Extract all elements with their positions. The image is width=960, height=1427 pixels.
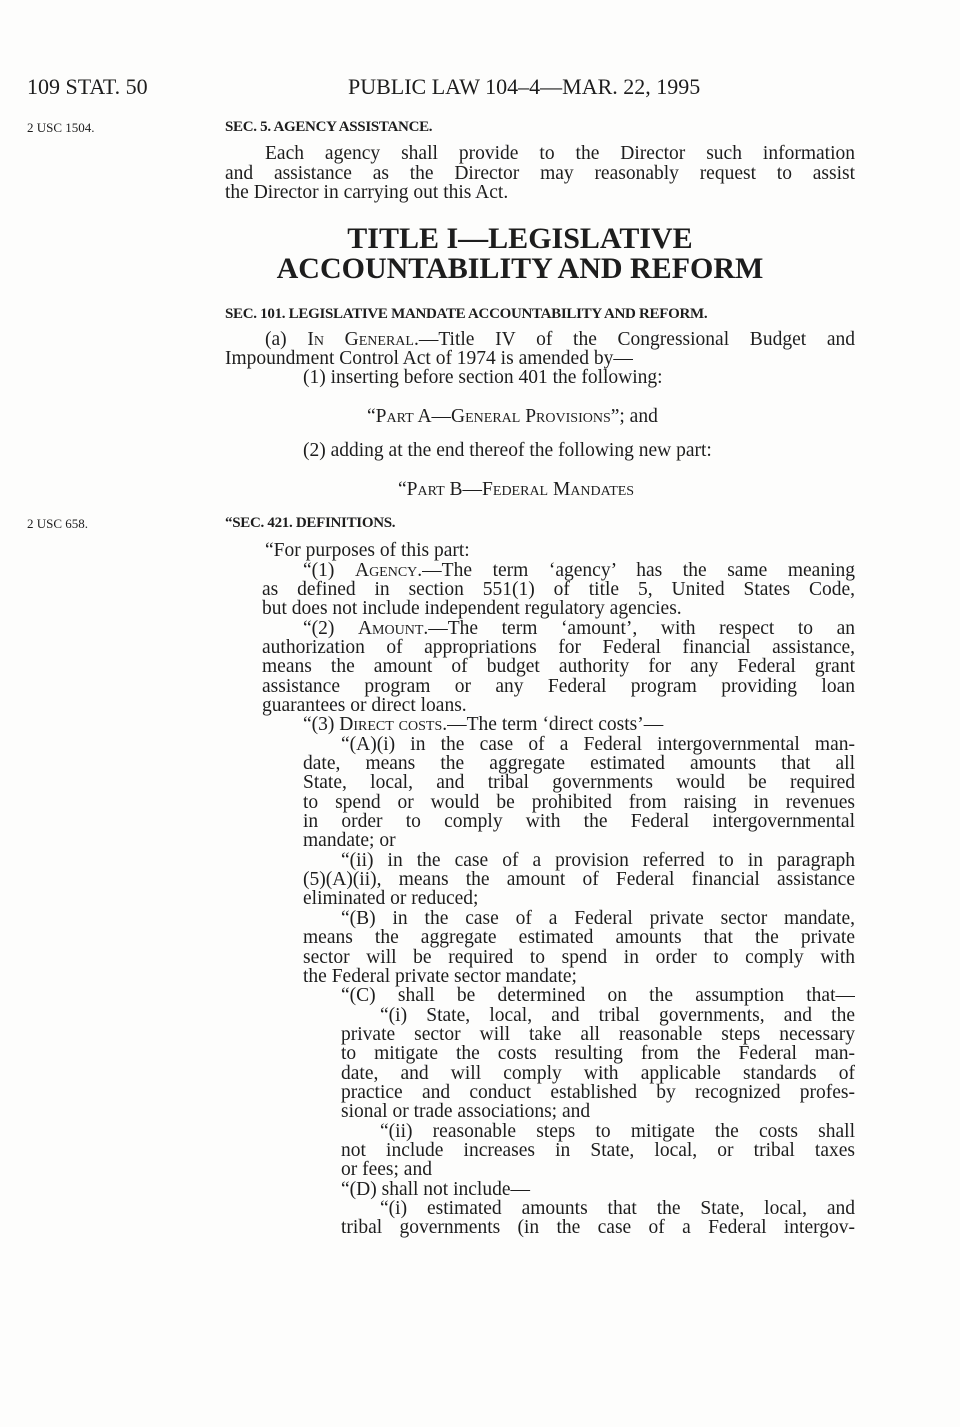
text-segment: private sector will take all reasonable steps necessary [341,1025,855,1045]
text-segment: “(2) [303,619,358,639]
text-segment: (5)(A)(ii), means the amount of Federal financial assistance [303,870,855,890]
text-segment: the Federal private sector mandate; [303,966,577,987]
text-line [303,948,855,968]
text-line [341,1025,855,1045]
text-segment: ”; and [610,406,658,427]
text-line [303,812,855,832]
text-line [262,696,467,716]
text-line [265,541,470,561]
text-line [303,889,478,909]
text-line [341,1083,855,1103]
text-line [341,1218,855,1238]
text-segment: “(ii) reasonable steps to mitigate the costs shall [380,1122,855,1142]
text-line [303,870,855,890]
text-line [341,1044,855,1064]
text-line [303,967,577,987]
text-segment: date, and will comply with applicable standards of [341,1064,855,1084]
small-caps-term: Part B—Federal Mandates [406,479,635,500]
text-line [303,754,855,774]
text-segment: (a) [265,330,308,350]
text-line [262,599,682,619]
text-line [341,735,855,755]
small-caps-term: Part A—General Provisions [375,406,611,427]
text-segment: “ [398,479,407,500]
text-segment: and assistance as the Director may reasonably request to assist [225,164,855,184]
text-segment: not include increases in State, local, or tribal taxes [341,1141,855,1161]
text-segment: in order to comply with the Federal intergovernmental [303,812,855,832]
text-segment: the Director in carrying out this Act. [225,182,509,203]
text-segment: eliminated or reduced; [303,888,479,909]
small-caps-term: Agency [354,561,418,581]
text-segment: sector will be required to spend in order to comply with [303,948,855,968]
title-line-1: TITLE I—LEGISLATIVE [347,222,693,255]
small-caps-term: Amount [357,619,424,639]
text-segment: “(C) shall be determined on the assumption that— [341,986,855,1006]
text-line [341,909,855,929]
section-421-heading: “SEC. 421. DEFINITIONS. [225,515,396,531]
text-segment: .—The term ‘amount’, with respect to an [423,619,855,639]
text-line [262,580,855,600]
text-segment: .—The term ‘agency’ has the same meaning [417,561,855,581]
text-line [265,144,855,164]
text-line [225,183,508,203]
text-line [341,1180,530,1200]
text-segment: “(i) State, local, and tribal governments, and the [380,1006,855,1026]
text-segment: “(1) [303,561,355,581]
text-segment: “(A)(i) in the case of a Federal intergovernmental man- [341,735,855,755]
small-caps-term: Direct costs [339,714,443,735]
text-line [341,986,855,1006]
text-segment: authorization of appropriations for Federal financial assistance, [262,638,855,658]
text-segment: “(D) shall not include— [341,1179,530,1200]
text-line [303,793,855,813]
text-segment: means the amount of budget authority for any Federal grant [262,657,855,677]
text-segment: .—Title IV of the Congressional Budget and [413,330,855,350]
margin-note-usc-1504: 2 USC 1504. [27,120,95,135]
text-line [380,1122,855,1142]
text-segment: State, local, and tribal governments would be required [303,773,855,793]
text-line [341,1102,590,1122]
text-segment: “ [367,406,376,427]
text-line [303,928,855,948]
text-segment: means the aggregate estimated amounts that the private [303,928,855,948]
text-line [303,368,663,388]
text-segment: to mitigate the costs resulting from the Federal man- [341,1044,855,1064]
text-segment: “(B) in the case of a Federal private sector mandate, [341,909,855,929]
text-segment: assistance program or any Federal program providing loan [262,677,855,697]
text-line [303,831,396,851]
text-segment: as defined in section 551(1) of title 5, United States Code, [262,580,855,600]
text-segment: date, means the aggregate estimated amounts that all [303,754,855,774]
text-line [341,851,855,871]
text-segment: guarantees or direct loans. [262,695,467,716]
text-segment: .—The term ‘direct costs’— [442,714,664,735]
text-line [303,441,712,461]
text-line [262,638,855,658]
text-segment: “(3) [303,714,340,735]
text-segment: (1) inserting before section 401 the following: [303,367,663,388]
running-title: PUBLIC LAW 104–4—MAR. 22, 1995 [348,74,701,99]
text-line [341,1064,855,1084]
text-segment: Each agency shall provide to the Director such information [265,144,855,164]
section-101-heading: SEC. 101. LEGISLATIVE MANDATE ACCOUNTABILITY AND REFORM. [225,306,708,322]
text-line [341,1141,855,1161]
margin-note-usc-658: 2 USC 658. [27,516,89,531]
text-line [265,330,855,350]
text-line [262,657,855,677]
text-segment: Impoundment Control Act of 1974 is amended by— [225,348,633,369]
text-segment: “For purposes of this part: [265,540,470,561]
text-segment: mandate; or [303,830,396,851]
text-line [303,773,855,793]
text-line [303,715,663,735]
text-segment: or fees; and [341,1159,432,1180]
text-segment: “(i) estimated amounts that the State, local, and [380,1199,855,1219]
text-segment: sional or trade associations; and [341,1101,591,1122]
text-line [303,619,855,639]
text-segment: “(ii) in the case of a provision referred to in paragraph [341,851,855,871]
text-line [262,677,855,697]
text-line [225,164,855,184]
text-segment: to spend or would be prohibited from raising in revenues [303,793,855,813]
section-5-heading: SEC. 5. AGENCY ASSISTANCE. [225,119,433,135]
title-line-2: ACCOUNTABILITY AND REFORM [276,252,764,285]
text-segment: practice and conduct established by recognized profes- [341,1083,855,1103]
text-segment: (2) adding at the end thereof the following new part: [303,440,712,461]
text-line [341,1160,432,1180]
text-line [367,407,658,427]
small-caps-term: In General [307,330,414,350]
text-line [380,1199,855,1219]
page-number: 109 STAT. 50 [27,74,148,99]
text-line [398,480,634,500]
text-line [225,349,633,369]
text-segment: tribal governments (in the case of a Federal intergov- [341,1218,855,1238]
text-line [303,561,855,581]
text-segment: but does not include independent regulatory agencies. [262,598,682,619]
text-line [380,1006,855,1026]
